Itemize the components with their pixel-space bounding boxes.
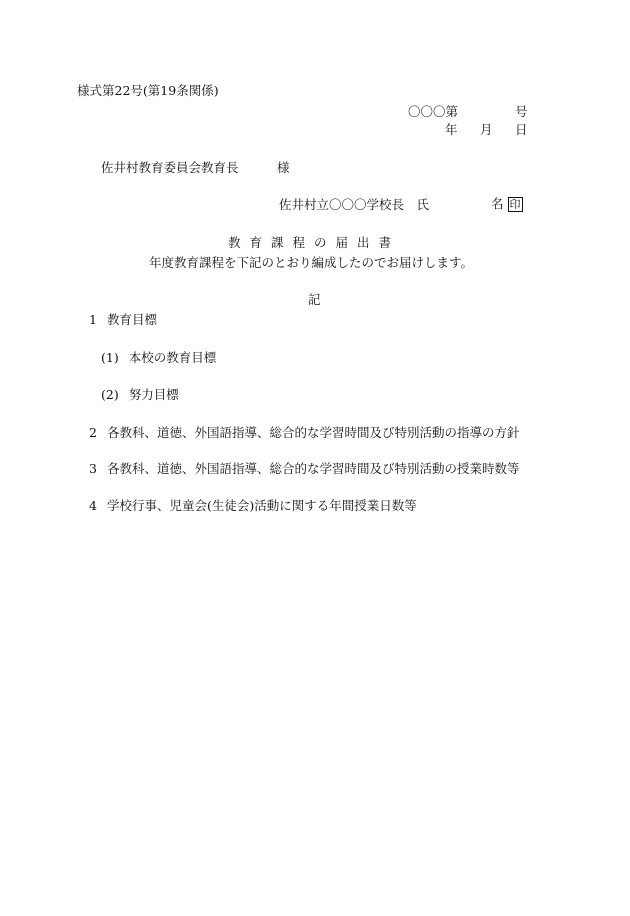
item-3-number: 3: [89, 461, 97, 476]
item-1-number: 1: [89, 312, 97, 327]
document-heading: 教育課程の届出書: [228, 235, 401, 250]
addressee-name: 佐井村教育委員会教育長: [101, 160, 239, 175]
date-year: 年: [445, 122, 458, 137]
sender-name-text: 名: [491, 196, 504, 211]
ki-label: 記: [308, 292, 321, 307]
item-4-text: 学校行事、児童会(生徒会)活動に関する年間授業日数等: [106, 498, 417, 513]
item-1-1-number: (1): [101, 350, 119, 365]
date-day: 日: [515, 122, 528, 137]
form-label: 様式第22号(第19条関係): [77, 83, 219, 98]
item-4-number: 4: [89, 498, 97, 513]
item-3: [89, 463, 519, 476]
addressee-honorific: 様: [277, 160, 290, 175]
intro-text: 年度教育課程を下記のとおり編成したのでお届けします。: [149, 255, 474, 270]
item-1-1-text: 本校の教育目標: [128, 350, 217, 365]
seal-mark: 印: [509, 198, 521, 211]
item-2-text: 各教科、道徳、外国語指導、総合的な学習時間及び特別活動の指導の方針: [106, 425, 520, 440]
item-1-text: 教育目標: [106, 312, 157, 327]
item-1-2-number: (2): [101, 387, 119, 402]
sender-name-label: [491, 197, 523, 212]
item-3-text: 各教科、道徳、外国語指導、総合的な学習時間及び特別活動の授業時数等: [106, 461, 520, 476]
item-2-number: 2: [89, 425, 97, 440]
doc-number-prefix: 〇〇〇第: [408, 104, 459, 119]
date-month: 月: [480, 122, 493, 137]
item-1-2: [101, 389, 179, 402]
item-1-2-text: 努力目標: [128, 387, 179, 402]
item-1: [89, 314, 157, 327]
item-2: [89, 427, 519, 440]
item-4: [89, 500, 417, 513]
sender-title: 佐井村立〇〇〇学校長 氏: [279, 197, 430, 212]
doc-number-suffix: 号: [515, 104, 528, 119]
item-1-1: [101, 352, 216, 365]
